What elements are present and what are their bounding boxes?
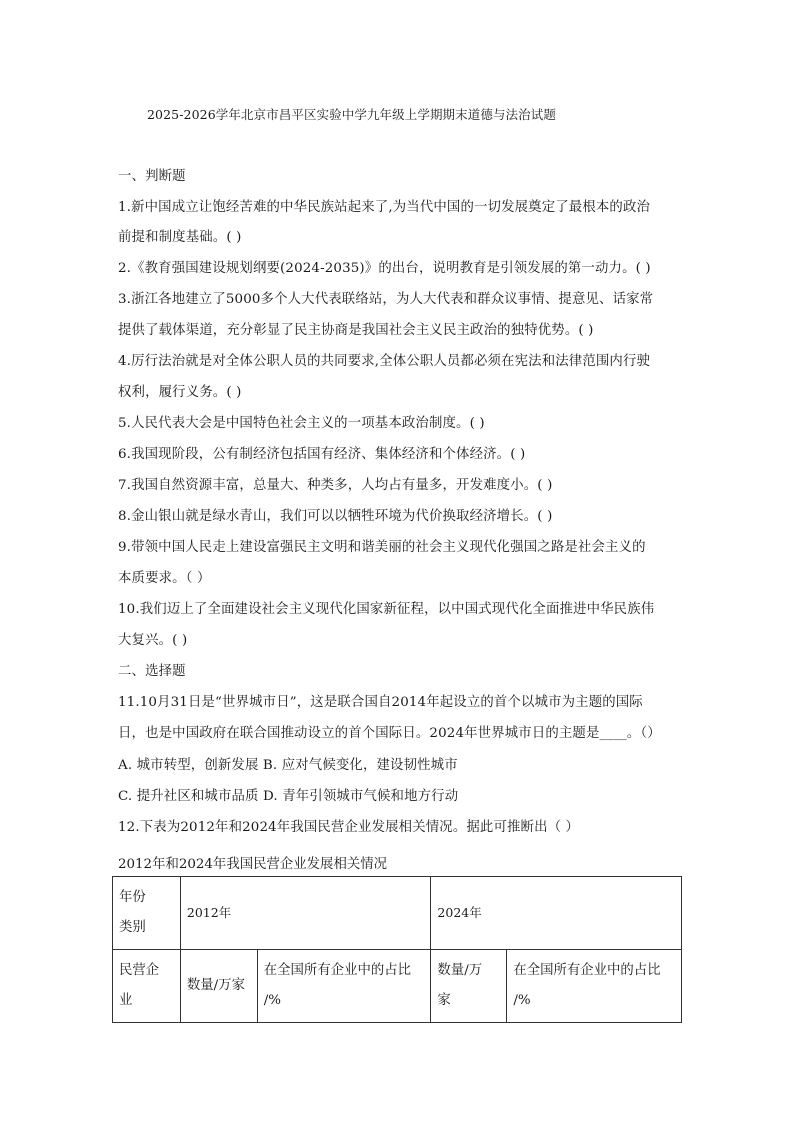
count-2024-header: [431, 950, 507, 1023]
text-line: A. 城市转型，创新发展 B. 应对气候变化，建设韧性城市: [118, 758, 458, 773]
year-2012-cell: 2012年: [180, 877, 431, 950]
text-line: 日，也是中国政府在联合国推动设立的首个国际日。2024年世界城市日的主题是____。（）: [118, 726, 661, 741]
share-2012-line-2: /%: [263, 993, 282, 1008]
count-2024-line-1: 数量/万: [437, 963, 483, 978]
text-line: 大复兴。( ): [118, 633, 188, 648]
count-2024-line-2: 家: [437, 993, 451, 1008]
corner-category-label: 类别: [119, 920, 146, 935]
text-line: 本质要求。（ ）: [118, 571, 211, 586]
year-2024-cell: 2024年: [431, 877, 682, 950]
text-line: 7.我国自然资源丰富，总量大、种类多，人均占有量多，开发难度小。( ): [118, 478, 553, 493]
text-line: 2.《教育强国建设规划纲要(2024-2035)》的出台，说明教育是引领发展的第一动力。( ): [118, 261, 651, 276]
text-line: 前提和制度基础。( ): [118, 230, 242, 245]
row-label-cell: [113, 950, 181, 1023]
table-corner-cell: [113, 877, 181, 950]
table-row: [113, 950, 682, 1023]
text-line: 3.浙江各地建立了5000多个人大代表联络站，为人大代表和群众议事情、提意见、话家常: [118, 292, 654, 307]
text-line: 10.我们迈上了全面建设社会主义现代化国家新征程，以中国式现代化全面推进中华民族伟: [118, 602, 655, 617]
text-line: 4.厉行法治就是对全体公职人员的共同要求,全体公职人员都必须在宪法和法律范围内行驶: [118, 354, 651, 369]
text-line: 6.我国现阶段，公有制经济包括国有经济、集体经济和个体经济。( ): [118, 447, 526, 462]
text-line: 11.10月31日是“世界城市日”，这是联合国自2014年起设立的首个以城市为主题的国际: [118, 695, 643, 710]
row-label-line-2: 业: [119, 993, 133, 1008]
text-line: 提供了载体渠道，充分彰显了民主协商是我国社会主义民主政治的独特优势。( ): [118, 323, 594, 338]
share-2012-header: [257, 950, 431, 1023]
text-line: 8.金山银山就是绿水青山，我们可以以牺牲环境为代价换取经济增长。( ): [118, 509, 553, 524]
share-2024-line-1: 在全国所有企业中的占比: [513, 963, 661, 978]
share-2024-line-2: /%: [513, 993, 531, 1008]
table-caption: 2012年和2024年我国民营企业发展相关情况: [118, 857, 388, 872]
corner-year-label: 年份: [119, 890, 146, 905]
text-line: 12.下表为2012年和2024年我国民营企业发展相关情况。据此可推断出（ ）: [118, 820, 580, 835]
count-2012-header: 数量/万家: [180, 950, 257, 1023]
page-title: 2025-2026学年北京市昌平区实验中学九年级上学期期末道德与法治试题: [147, 107, 556, 122]
text-line: 5.人民代表大会是中国特色社会主义的一项基本政治制度。( ): [118, 416, 485, 431]
share-2012-line-1: 在全国所有企业中的占比: [263, 963, 412, 978]
text-line: 1.新中国成立让饱经苦难的中华民族站起来了,为当代中国的一切发展奠定了最根本的政治: [118, 200, 651, 215]
text-line: 9.带领中国人民走上建设富强民主文明和谐美丽的社会主义现代化强国之路是社会主义的: [118, 540, 646, 555]
row-label-line-1: 民营企: [119, 963, 160, 978]
share-2024-header: [507, 950, 682, 1023]
table-header-row: [113, 877, 682, 950]
enterprise-table: [112, 876, 682, 1023]
text-line: 权利，履行义务。( ): [118, 385, 242, 400]
text-line: C. 提升社区和城市品质 D. 青年引领城市气候和地方行动: [118, 789, 459, 804]
section-heading-judgement: 一、判断题: [118, 169, 186, 184]
text-line: 二、选择题: [118, 664, 186, 679]
